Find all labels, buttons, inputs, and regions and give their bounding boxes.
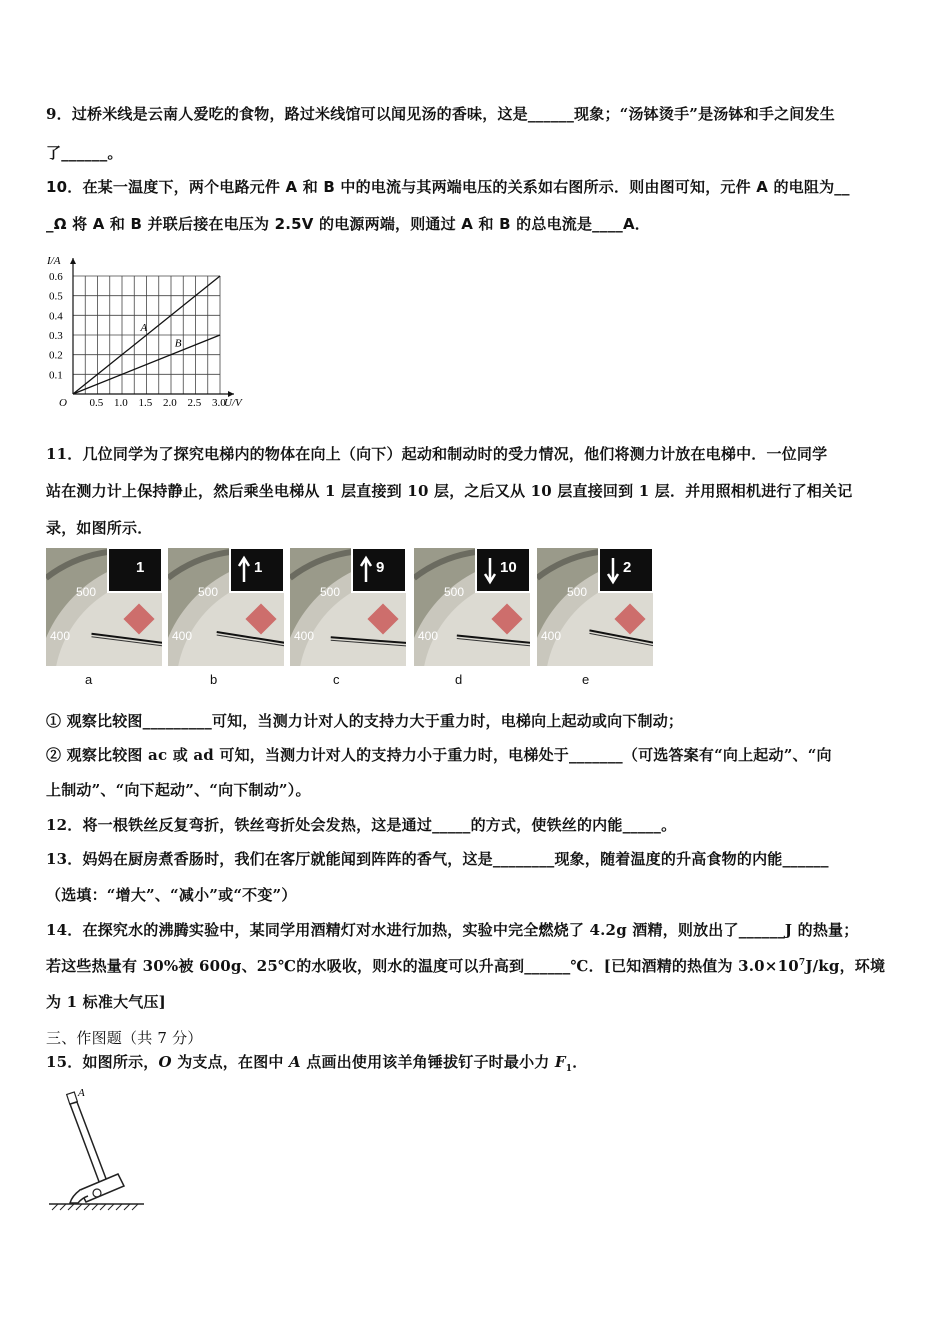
floor-number: 9	[376, 559, 385, 576]
q14-line1: 14．在探究水的沸腾实验中，某同学用酒精灯对水进行加热，实验中完全燃烧了 4.2g 酒精，则放出了______J 的热量；	[46, 921, 859, 939]
scale-dial-c	[290, 548, 406, 666]
floor-number: 10	[500, 559, 517, 576]
y-axis-label: I/A	[47, 255, 61, 267]
scale-dial-a	[46, 548, 162, 666]
q13-line2: （选填：“增大”、“减小”或“不变”）	[46, 886, 297, 904]
floor-indicator	[108, 548, 162, 592]
q15-sub: 1	[565, 1064, 573, 1074]
origin-label: O	[59, 397, 67, 409]
q15-o: O	[158, 1053, 172, 1071]
scale-label-500: 500	[567, 585, 588, 599]
q14-line2-post: J/kg，环境	[805, 957, 886, 975]
handle-end	[67, 1092, 78, 1104]
iu-chart	[40, 245, 280, 415]
q15-f: F	[554, 1053, 566, 1071]
q11-line3: 录，如图所示．	[46, 519, 153, 537]
photo-caption-a: a	[85, 672, 93, 687]
y-tick-label: 0.4	[49, 310, 63, 323]
q15-post: 点画出使用该羊角锤拔钉子时最小力	[300, 1053, 555, 1071]
scale-label-400: 400	[541, 629, 562, 643]
scale-label-500: 500	[76, 585, 97, 599]
scale-label-500: 500	[444, 585, 465, 599]
q11-sub1: ① 观察比较图_________可知，当测力计对人的支持力大于重力时，电梯向上起动或向下制动；	[46, 712, 684, 730]
q10-line2: _Ω 将 A 和 B 并联后接在电压为 2.5V 的电源两端，则通过 A 和 B 的总电流是____A．	[46, 215, 650, 233]
scale-label-500: 500	[198, 585, 219, 599]
q11-sub2-line1: ② 观察比较图 ac 或 ad 可知，当测力计对人的支持力小于重力时，电梯处于_______（可选答案有“向上起动”、“向	[46, 746, 832, 764]
q15-a: A	[289, 1053, 301, 1071]
hammer-handle	[70, 1102, 108, 1187]
q14-line2	[46, 955, 885, 976]
elevator-photo-d	[414, 548, 530, 666]
scale-label-400: 400	[418, 629, 439, 643]
claw-hammer-figure	[44, 1082, 154, 1222]
scale-dial-e	[537, 548, 653, 666]
x-tick-label: 3.0	[212, 397, 226, 409]
q11-line2: 站在测力计上保持静止，然后乘坐电梯从 1 层直接到 10 层，之后又从 10 层直接回到 1 层．并用照相机进行了相关记	[46, 482, 853, 500]
q14-line3: 为 1 标准大气压]	[46, 993, 166, 1011]
q11-sub2-line2: 上制动”、“向下起动”、“向下制动”）。	[46, 781, 311, 799]
q14-exponent: 7	[798, 958, 806, 968]
scale-dial-b	[168, 548, 284, 666]
q10-line1: 10．在某一温度下，两个电路元件 A 和 B 中的电流与其两端电压的关系如右图所示．则由图可知，元件 A 的电阻为__	[46, 178, 850, 196]
x-tick-label: 2.5	[187, 397, 202, 409]
photo-caption-e: e	[582, 672, 590, 687]
floor-number: 1	[136, 559, 145, 576]
q12-line1: 12．将一根铁丝反复弯折，铁丝弯折处会发热，这是通过_____的方式，使铁丝的内能_____。	[46, 816, 677, 834]
scale-label-400: 400	[172, 629, 193, 643]
q15-pre: 15．如图所示，	[46, 1053, 159, 1071]
y-tick-label: 0.3	[49, 330, 63, 342]
x-tick-label: 1.5	[138, 397, 153, 409]
floor-number: 1	[254, 559, 263, 576]
q15-line1	[46, 1051, 587, 1074]
q15-mid: 为支点，在图中	[171, 1053, 290, 1071]
elevator-photo-b	[168, 548, 284, 666]
floor-number: 2	[623, 559, 632, 576]
ground-hatch	[52, 1204, 138, 1210]
x-axis-label: U/V	[224, 397, 242, 409]
q14-line2-pre: 若这些热量有 30%被 600g、25℃的水吸收，则水的温度可以升高到______℃．[已知酒精的热值为 3.0×10	[46, 957, 799, 975]
elevator-photo-c	[290, 548, 406, 666]
q9-line2: 了______。	[46, 144, 123, 162]
series-label-B: B	[174, 337, 182, 350]
x-tick-label: 1.0	[114, 397, 128, 409]
scale-dial-d	[414, 548, 530, 666]
elevator-photo-a	[46, 548, 162, 666]
x-tick-label: 0.5	[89, 397, 104, 409]
y-axis-arrow	[70, 258, 76, 264]
y-tick-label: 0.6	[49, 271, 63, 283]
photo-caption-d: d	[455, 672, 463, 687]
y-tick-label: 0.5	[49, 290, 63, 303]
scale-label-400: 400	[294, 629, 315, 643]
q9-line1: 9．过桥米线是云南人爱吃的食物，路过米线馆可以闻见汤的香味，这是______现象；“汤钵烫手”是汤钵和手之间发生	[46, 105, 835, 123]
label-a: A	[78, 1087, 85, 1099]
x-tick-label: 2.0	[163, 397, 177, 409]
q11-line1: 11．几位同学为了探究电梯内的物体在向上（向下）起动和制动时的受力情况，他们将测力计放在电梯中．一位同学	[46, 445, 828, 463]
y-tick-label: 0.2	[49, 349, 63, 362]
scale-label-500: 500	[320, 585, 341, 599]
q13-line1: 13．妈妈在厨房煮香肠时，我们在客厅就能闻到阵阵的香气，这是________现象，随着温度的升高食物的内能______	[46, 850, 829, 868]
q15-end: ．	[572, 1053, 588, 1071]
y-tick-label: 0.1	[49, 369, 63, 382]
elevator-photo-e	[537, 548, 653, 666]
section-3-title: 三、作图题（共 7 分）	[46, 1029, 203, 1047]
photo-caption-b: b	[210, 672, 218, 687]
scale-label-400: 400	[50, 629, 71, 643]
photo-caption-c: c	[333, 672, 340, 687]
series-label-A: A	[140, 322, 148, 334]
